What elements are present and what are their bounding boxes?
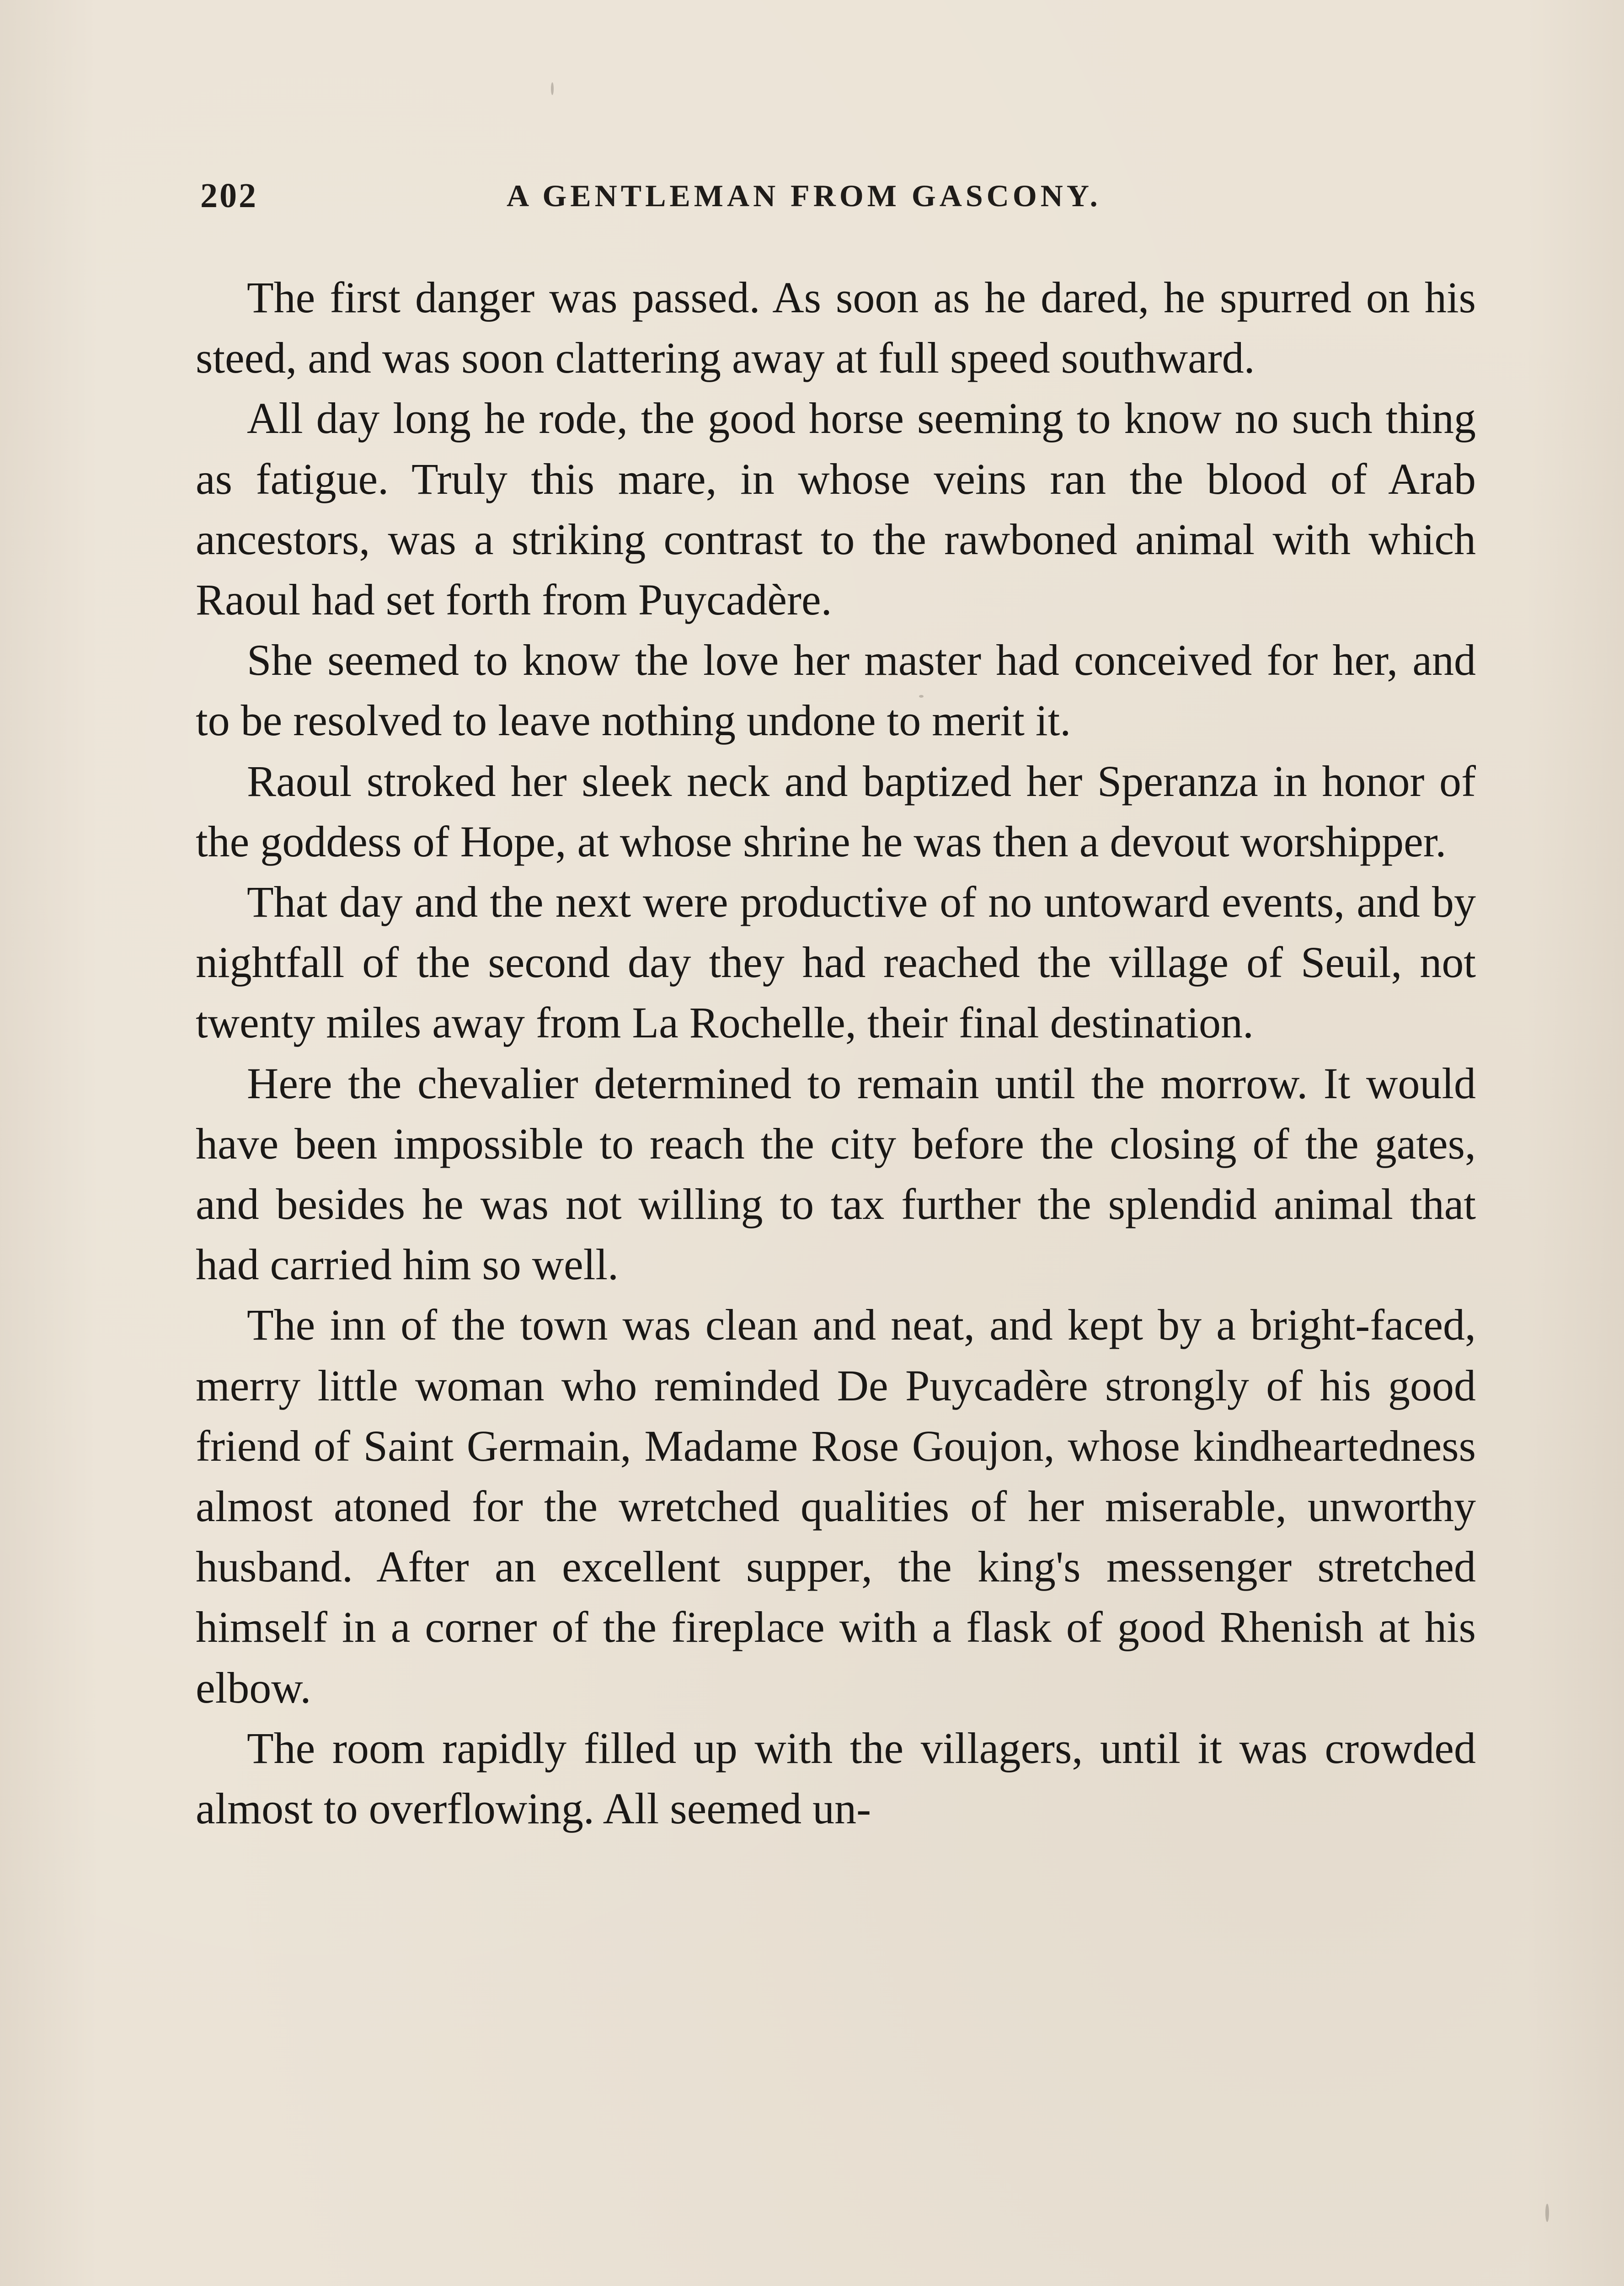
page-header bbox=[200, 176, 1471, 217]
paper-speck bbox=[919, 695, 924, 698]
paragraph-5: That day and the next were productive of no untoward events, and by nightfall of the second day they had reached the village of Seuil, not twenty miles away from La Rochelle, their final destination. bbox=[196, 877, 1476, 1047]
paragraph-3: She seemed to know the love her master had conceived for her, and to be resolved to leave nothing undone to merit it. bbox=[196, 636, 1476, 745]
paragraph-8: The room rapidly filled up with the villagers, until it was crowded almost to overflowing. All seemed un- bbox=[196, 1723, 1476, 1833]
running-title: A GENTLEMAN FROM GASCONY. bbox=[507, 178, 1101, 213]
paragraph-4: Raoul stroked her sleek neck and baptized her Speranza in honor of the goddess of Hope, at whose shrine he was then a devout worshipper. bbox=[196, 756, 1476, 866]
page-number: 202 bbox=[200, 176, 258, 215]
paragraph-6: Here the chevalier determined to remain until the morrow. It would have been impossible to reach the city before the closing of the gates, and besides he was not willing to tax further the splendid animal that had carried him so well. bbox=[196, 1058, 1476, 1289]
paragraph-2: All day long he rode, the good horse seeming to know no such thing as fatigue. Truly this mare, in whose veins ran the blood of Arab ancestors, was a striking contrast to the rawboned animal with which Raoul had set forth from Puycadère. bbox=[196, 394, 1476, 625]
body-text bbox=[196, 267, 1476, 1839]
paper-speck bbox=[1545, 2204, 1549, 2222]
paragraph-7: The inn of the town was clean and neat, and kept by a bright-faced, merry little woman who reminded De Puycadère strongly of his good friend of Saint Germain, Madame Rose Goujon, whose kindheartedness almost atoned for the wretched qualities of her miserable, unworthy husband. After an excellent supper, the king's messenger stretched himself in a corner of the fireplace with a flask of good Rhenish at his elbow. bbox=[196, 1300, 1476, 1712]
paragraph-1: The first danger was passed. As soon as he dared, he spurred on his steed, and was soon clattering away at full speed southward. bbox=[196, 273, 1476, 383]
paper-speck bbox=[551, 82, 554, 95]
